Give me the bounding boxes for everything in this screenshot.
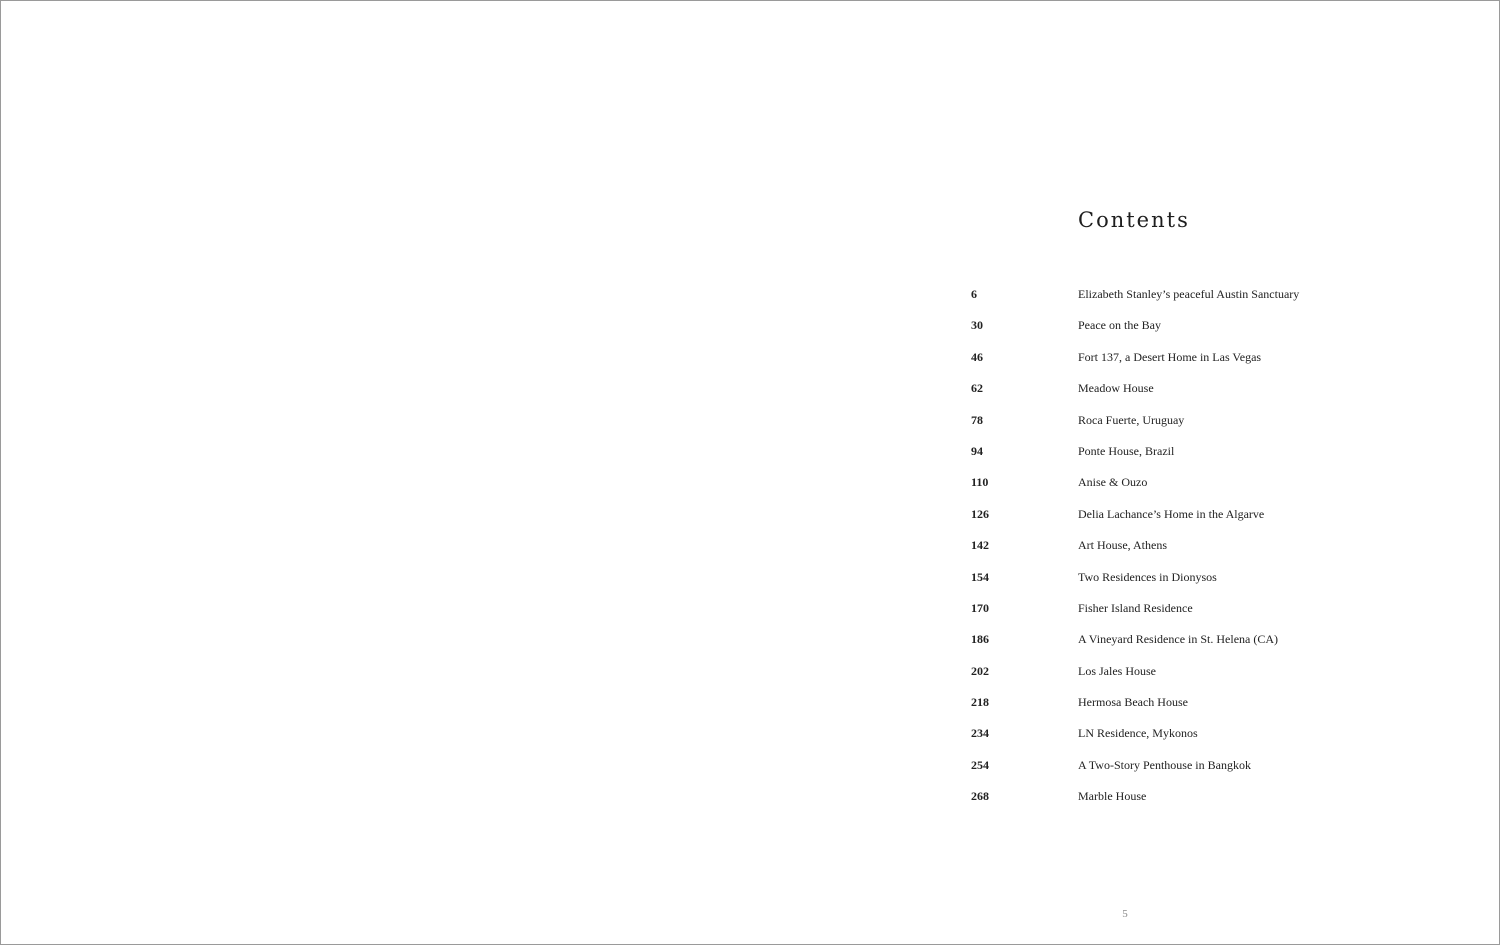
toc-entry-title: Marble House <box>1078 789 1147 804</box>
toc-page-number: 202 <box>971 663 989 678</box>
toc-page-number: 46 <box>971 349 983 364</box>
toc-page-number: 94 <box>971 443 983 458</box>
toc-entry-title: Fisher Island Residence <box>1078 600 1193 615</box>
toc-page-number: 142 <box>971 538 989 553</box>
toc-entry-title: Fort 137, a Desert Home in Las Vegas <box>1078 349 1262 364</box>
toc-entry-title: LN Residence, Mykonos <box>1078 726 1198 741</box>
toc-entry-title: A Vineyard Residence in St. Helena (CA) <box>1078 632 1279 647</box>
contents-heading: Contents <box>1078 208 1190 232</box>
toc-entry <box>1 378 1500 409</box>
toc-page-number: 268 <box>971 789 989 804</box>
toc-entry <box>1 472 1500 503</box>
toc-page-number: 170 <box>971 600 989 615</box>
toc-entry <box>1 567 1500 598</box>
toc-entry <box>1 629 1500 660</box>
toc-entry-title: Elizabeth Stanley’s peaceful Austin Sanctuary <box>1078 287 1300 301</box>
toc-entry <box>1 441 1500 472</box>
toc-page-number: 154 <box>971 569 989 584</box>
toc-page-number: 126 <box>971 506 989 521</box>
toc-entry <box>1 661 1500 692</box>
toc-page-number: 30 <box>971 318 983 333</box>
toc-page-number: 110 <box>971 475 989 490</box>
toc-page-number: 78 <box>971 412 983 427</box>
toc-entry <box>1 347 1500 378</box>
toc-entry <box>1 410 1500 441</box>
toc-page-number: 234 <box>971 726 989 741</box>
toc-entry <box>1 723 1500 754</box>
toc-page-number: 6 <box>971 287 977 301</box>
toc-entry <box>1 284 1500 315</box>
toc-entry-title: Hermosa Beach House <box>1078 695 1188 710</box>
toc-entry <box>1 755 1500 786</box>
toc-page-number: 62 <box>971 381 983 396</box>
toc-entry <box>1 598 1500 629</box>
toc-entry-title: Meadow House <box>1078 381 1154 396</box>
toc-entry-title: Two Residences in Dionysos <box>1078 569 1217 584</box>
toc-entry-title: Roca Fuerte, Uruguay <box>1078 412 1185 427</box>
toc-entry-title: Anise & Ouzo <box>1078 475 1148 490</box>
table-of-contents <box>1 284 1500 818</box>
toc-entry-title: Art House, Athens <box>1078 538 1167 553</box>
toc-entry-title: Ponte House, Brazil <box>1078 443 1175 458</box>
toc-entry <box>1 504 1500 535</box>
toc-page-number: 218 <box>971 695 989 710</box>
toc-entry-title: Peace on the Bay <box>1078 318 1161 333</box>
toc-entry-title: Delia Lachance’s Home in the Algarve <box>1078 506 1265 521</box>
toc-entry <box>1 535 1500 566</box>
toc-entry-title: Los Jales House <box>1078 663 1156 678</box>
toc-entry <box>1 315 1500 346</box>
toc-page-number: 254 <box>971 757 989 772</box>
toc-entry-title: A Two-Story Penthouse in Bangkok <box>1078 757 1251 772</box>
toc-entry <box>1 786 1500 817</box>
page-number: 5 <box>1122 908 1128 920</box>
toc-page-number: 186 <box>971 632 989 647</box>
toc-entry <box>1 692 1500 723</box>
